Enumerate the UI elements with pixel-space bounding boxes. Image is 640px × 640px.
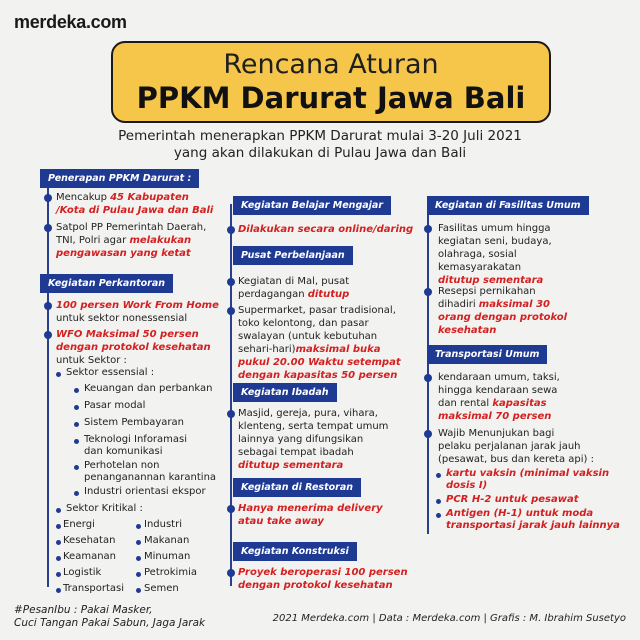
transportasi-item1-0: kendaraan umum, taksi, <box>438 372 560 383</box>
title-line-2: PPKM Darurat Jawa Bali <box>136 81 526 115</box>
essensial-0: Keuangan dan perbankan <box>84 383 213 394</box>
bullet <box>227 505 235 513</box>
brand-logo: merdeka.com <box>14 12 127 32</box>
kritikal-b-3: Petrokimia <box>144 567 197 578</box>
bullet-small <box>136 588 141 593</box>
bullet-small <box>136 540 141 545</box>
bullet-small <box>436 499 441 504</box>
bullet <box>227 307 235 315</box>
bullet-small <box>436 473 441 478</box>
penerapan-item2-l1: Satpol PP Pemerintah Daerah, <box>56 222 207 233</box>
transportasi-item1-l3: dan rental kapasitas <box>438 398 547 409</box>
kritikal-a-1: Kesehatan <box>63 535 116 546</box>
title-line-1: Rencana Aturan <box>223 49 439 80</box>
kritikal-a-3: Logistik <box>63 567 102 578</box>
section-belanja-header: Pusat Perbelanjaan <box>233 246 353 265</box>
essensial-4: dan komunikasi <box>84 446 163 457</box>
transportasi-sub1-l2: dosis I) <box>446 480 488 491</box>
bullet <box>227 226 235 234</box>
fasilitas-item1-2: olahraga, sosial <box>438 249 517 260</box>
belanja-item2-l4: sehari-hari)maksimal buka <box>238 344 381 355</box>
section-penerapan-header: Penerapan PPKM Darurat : <box>40 169 199 188</box>
fasilitas-item2-l2: dihadiri maksimal 30 <box>438 299 550 310</box>
bullet <box>44 224 52 232</box>
transportasi-sub3-l2: transportasi jarak jauh lainnya <box>446 520 620 531</box>
kritikal-b-1: Makanan <box>144 535 190 546</box>
transportasi-item1-1: hingga kendaraan sewa <box>438 385 558 396</box>
footer-left-line2: Cuci Tangan Pakai Sabun, Jaga Jarak <box>14 617 206 629</box>
bullet-small <box>56 556 61 561</box>
footer-credits: 2021 Merdeka.com | Data : Merdeka.com | Grafis : M. Ibrahim Susetyo <box>272 613 626 624</box>
bullet-small <box>136 572 141 577</box>
essensial-label: Sektor essensial : <box>66 367 155 378</box>
bullet <box>227 569 235 577</box>
kritikal-label: Sektor Kritikal : <box>66 503 143 514</box>
transportasi-sub3: Antigen (H-1) untuk moda <box>446 508 594 519</box>
perkantoran-item2-l3: untuk Sektor : <box>56 355 127 366</box>
bullet <box>44 302 52 310</box>
essensial-5: Perhotelan non <box>84 460 160 471</box>
bullet-small <box>56 572 61 577</box>
subtitle-line-2: yang akan dilakukan di Pulau Jawa dan Bali <box>173 145 467 161</box>
footer-left-line1: #PesanIbu : Pakai Masker, <box>14 604 153 616</box>
bullet-small <box>136 556 141 561</box>
bullet-small <box>56 508 61 513</box>
kritikal-a-0: Energi <box>63 519 95 530</box>
section-fasilitas-header: Kegiatan di Fasilitas Umum <box>427 196 589 215</box>
essensial-1: Pasar modal <box>84 400 146 411</box>
belanja-item1-l2: perdagangan ditutup <box>238 289 350 300</box>
belanja-item2-l2: toko kelontong, dan pasar <box>238 318 369 329</box>
restoran-l1: Hanya menerima delivery <box>238 503 383 514</box>
subtitle-line-1: Pemerintah menerapkan PPKM Darurat mulai 3-20 Juli 2021 <box>118 128 522 144</box>
transportasi-item1-l4: maksimal 70 persen <box>438 411 552 422</box>
bullet <box>424 430 432 438</box>
title-box <box>111 41 551 123</box>
bullet-small <box>56 372 61 377</box>
ibadah-l3: lainnya yang difungsikan <box>238 434 364 445</box>
section-perkantoran-header: Kegiatan Perkantoran <box>40 274 173 293</box>
bullet-small <box>56 540 61 545</box>
bullet-small <box>56 524 61 529</box>
fasilitas-item1-0: Fasilitas umum hingga <box>438 223 551 234</box>
perkantoran-item2: WFO Maksimal 50 persen <box>56 329 199 340</box>
fasilitas-item2-l3: orang dengan protokol <box>438 312 568 323</box>
bullet-small <box>74 388 79 393</box>
transportasi-item2-2: (pesawat, bus dan kereta api) : <box>438 454 594 465</box>
bullet <box>44 331 52 339</box>
bullet-small <box>74 439 79 444</box>
bullet-small <box>56 588 61 593</box>
bullet-small <box>74 422 79 427</box>
section-transportasi-header: Transportasi Umum <box>427 345 547 364</box>
transportasi-sub1: kartu vaksin (minimal vaksin <box>446 468 610 479</box>
section-ibadah-header: Kegiatan Ibadah <box>233 383 337 402</box>
bullet <box>424 374 432 382</box>
ibadah-l2: klenteng, serta tempat umum <box>238 421 389 432</box>
kritikal-b-4: Semen <box>144 583 179 594</box>
perkantoran-item1: 100 persen Work From Home <box>56 300 219 311</box>
bullet-small <box>74 465 79 470</box>
penerapan-item2-l2: TNI, Polri agar melakukan <box>56 235 192 246</box>
transportasi-item2-1: pelaku perjalanan jarak jauh <box>438 441 581 452</box>
transportasi-sub2: PCR H-2 untuk pesawat <box>446 494 579 505</box>
essensial-2: Sistem Pembayaran <box>84 417 184 428</box>
kritikal-a-2: Keamanan <box>63 551 117 562</box>
belanja-item1-l1: Kegiatan di Mal, pusat <box>238 276 350 287</box>
section-belajar-header: Kegiatan Belajar Mengajar <box>233 196 391 215</box>
penerapan-item1-l2: /Kota di Pulau Jawa dan Bali <box>56 205 214 216</box>
bullet <box>424 225 432 233</box>
perkantoran-item2-l2: dengan protokol kesehatan <box>56 342 211 353</box>
penerapan-item1: Mencakup 45 Kabupaten <box>56 192 189 203</box>
bullet-small <box>74 491 79 496</box>
penerapan-item2-l3: pengawasan yang ketat <box>56 248 191 259</box>
ibadah-l4: sebagai tempat ibadah <box>238 447 354 458</box>
fasilitas-item2-l1: Resepsi pernikahan <box>438 286 536 297</box>
kritikal-b-0: Industri <box>144 519 182 530</box>
section-restoran-header: Kegiatan di Restoran <box>233 478 361 497</box>
belanja-item2-l6: dengan kapasitas 50 persen <box>238 370 398 381</box>
essensial-3: Teknologi Inforamasi <box>84 434 188 445</box>
transportasi-item2-0: Wajib Menunjukan bagi <box>438 428 555 439</box>
bullet-small <box>136 524 141 529</box>
ibadah-l5: ditutup sementara <box>238 460 344 471</box>
bullet <box>227 410 235 418</box>
footer-left <box>14 604 205 630</box>
restoran-l2: atau take away <box>238 516 324 527</box>
bullet <box>424 288 432 296</box>
konstruksi-l2: dengan protokol kesehatan <box>238 580 393 591</box>
kritikal-b-2: Minuman <box>144 551 191 562</box>
timeline-col2 <box>230 204 232 586</box>
kritikal-a-4: Transportasi <box>63 583 125 594</box>
bullet-small <box>74 405 79 410</box>
belanja-item2-l5: pukul 20.00 Waktu setempat <box>238 357 401 368</box>
konstruksi-l1: Proyek beroperasi 100 persen <box>238 567 408 578</box>
essensial-7: Industri orientasi ekspor <box>84 486 206 497</box>
fasilitas-item1-3: kemasyarakatan <box>438 262 522 273</box>
fasilitas-item1-red: ditutup sementara <box>438 275 544 286</box>
fasilitas-item1-1: kegiatan seni, budaya, <box>438 236 552 247</box>
timeline-col1 <box>47 182 49 587</box>
bullet <box>227 278 235 286</box>
ibadah-l1: Masjid, gereja, pura, vihara, <box>238 408 378 419</box>
section-konstruksi-header: Kegiatan Konstruksi <box>233 542 357 561</box>
perkantoran-item1-l2: untuk sektor nonessensial <box>56 313 188 324</box>
bullet-small <box>436 513 441 518</box>
fasilitas-item2-l4: kesehatan <box>438 325 497 336</box>
belanja-item2-l1: Supermarket, pasar tradisional, <box>238 305 396 316</box>
essensial-6: penanganannan karantina <box>84 472 217 483</box>
belajar-item: Dilakukan secara online/daring <box>238 224 414 235</box>
belanja-item2-l3: swalayan (untuk kebutuhan <box>238 331 378 342</box>
bullet <box>44 194 52 202</box>
timeline-col3 <box>427 204 429 534</box>
